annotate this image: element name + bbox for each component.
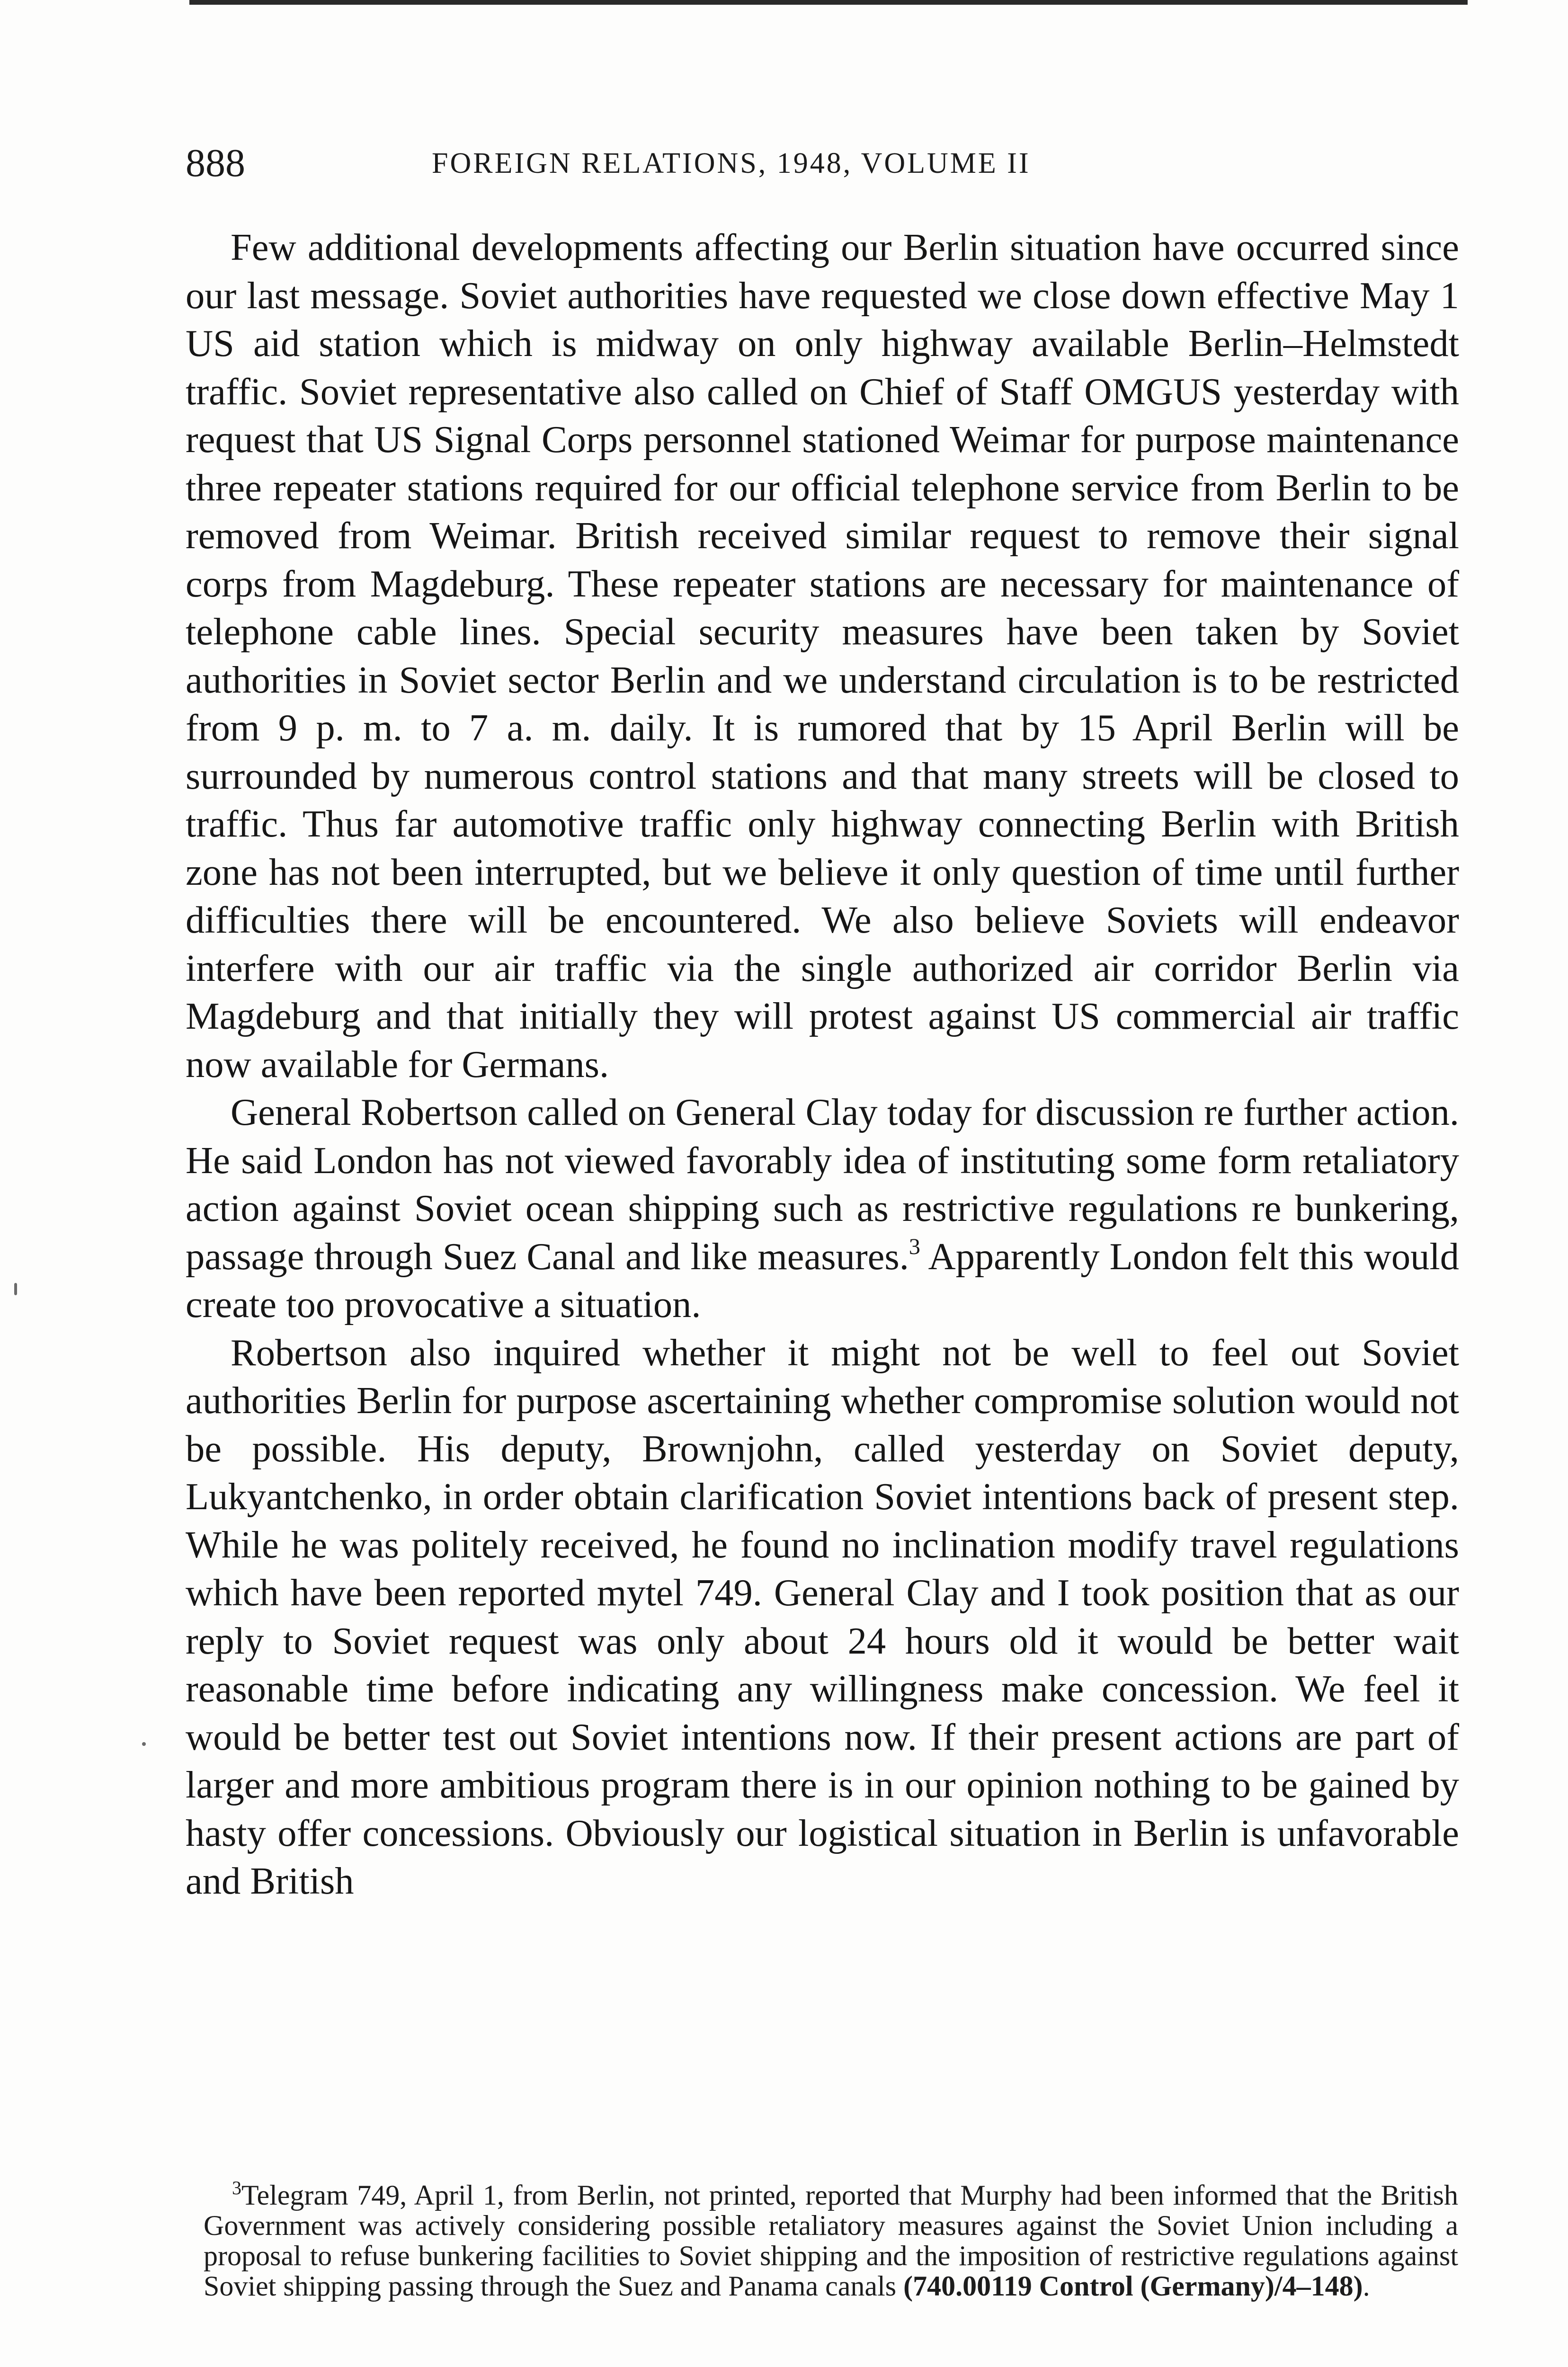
paragraph-3: [186, 1329, 1459, 1905]
footnote-mark: 3: [232, 2177, 241, 2198]
page-number: 888: [186, 141, 245, 185]
footnotes: [204, 2177, 1458, 2302]
top-edge-rule: [189, 0, 1468, 5]
scan-speck: [14, 1283, 17, 1295]
page-header: [186, 137, 1464, 189]
paragraph-3-text: Robertson also inquired whether it might not be well to feel out Soviet authorities Berlin for purpose ascertaining whether compromise solution would not be possible. His deputy, Brownjohn, called yesterday on Soviet deputy, Lukyantchenko, in order obtain clarification Soviet intentions back of present step. While he was politely received, he found no inclination modify travel regulations which have been reported mytel 749. General Clay and I took position that as our reply to Soviet request was only about 24 hours old it would be better wait reasonable time before indicating any willingness make concession. We feel it would be better test out Soviet intentions now. If their present actions are part of larger and more ambitious program there is in our opinion nothing to be gained by hasty offer concessions. Obviously our logistical situation in Berlin is unfavorable and British: [186, 1331, 1459, 1902]
paragraph-1-text: Few additional developments affecting our Berlin situation have occurred since our last message. Soviet authorities have requested we close down effective May 1 US aid station which is midway on only highway available Berlin–Helmstedt traffic. Soviet representative also called on Chief of Staff OMGUS yesterday with request that US Signal Corps personnel stationed Weimar for purpose maintenance three repeater stations required for our official telephone service from Berlin to be removed from Weimar. British received similar request to remove their signal corps from Magdeburg. These repeater stations are necessary for maintenance of telephone cable lines. Special security measures have been taken by Soviet authorities in Soviet sector Berlin and we understand circulation is to be restricted from 9 p. m. to 7 a. m. daily. It is rumored that by 15 April Berlin will be surrounded by numerous control stations and that many streets will be closed to traffic. Thus far automotive traffic only highway connecting Berlin with British zone has not been interrupted, but we believe it only question of time until further difficulties there will be encountered. We also believe Soviets will endeavor interfere with our air traffic via the single authorized air corridor Berlin via Magdeburg and that initially they will protest against US commercial air traffic now available for Germans.: [186, 226, 1459, 1086]
footnote-reference-3: 3: [909, 1234, 920, 1259]
paragraph-2-text-before-note: General Robertson called on General Clay today for discussion re further action. He said London has not viewed favorably idea of instituting some form retaliatory action against Soviet ocean shipping such as restrictive regulations re bunkering, passage through Suez Canal and like measures.: [186, 1091, 1459, 1278]
paragraph-2-text-after-note: Apparently London felt this would create too provocative a situation.: [186, 1235, 1459, 1326]
running-head: FOREIGN RELATIONS, 1948, VOLUME II: [432, 147, 1031, 179]
paragraph-2: [186, 1088, 1459, 1329]
scan-speck: [142, 1742, 146, 1746]
footnote-text: Telegram 749, April 1, from Berlin, not printed, reported that Murphy had been informed that the British Government was actively considering possible retaliatory measures against the Soviet Union including a proposal to refuse bunkering facilities to Soviet shipping and the imposition of restrictive regulations against Soviet shipping passing through the Suez and Panama canals: [204, 2180, 1458, 2302]
footnote-file-reference: (740.00119 Control (Germany)/4–148): [903, 2270, 1363, 2302]
footnote-3: [204, 2177, 1458, 2302]
body-text: [186, 223, 1459, 1905]
paragraph-1: [186, 223, 1459, 1088]
footnote-end: .: [1363, 2270, 1370, 2302]
